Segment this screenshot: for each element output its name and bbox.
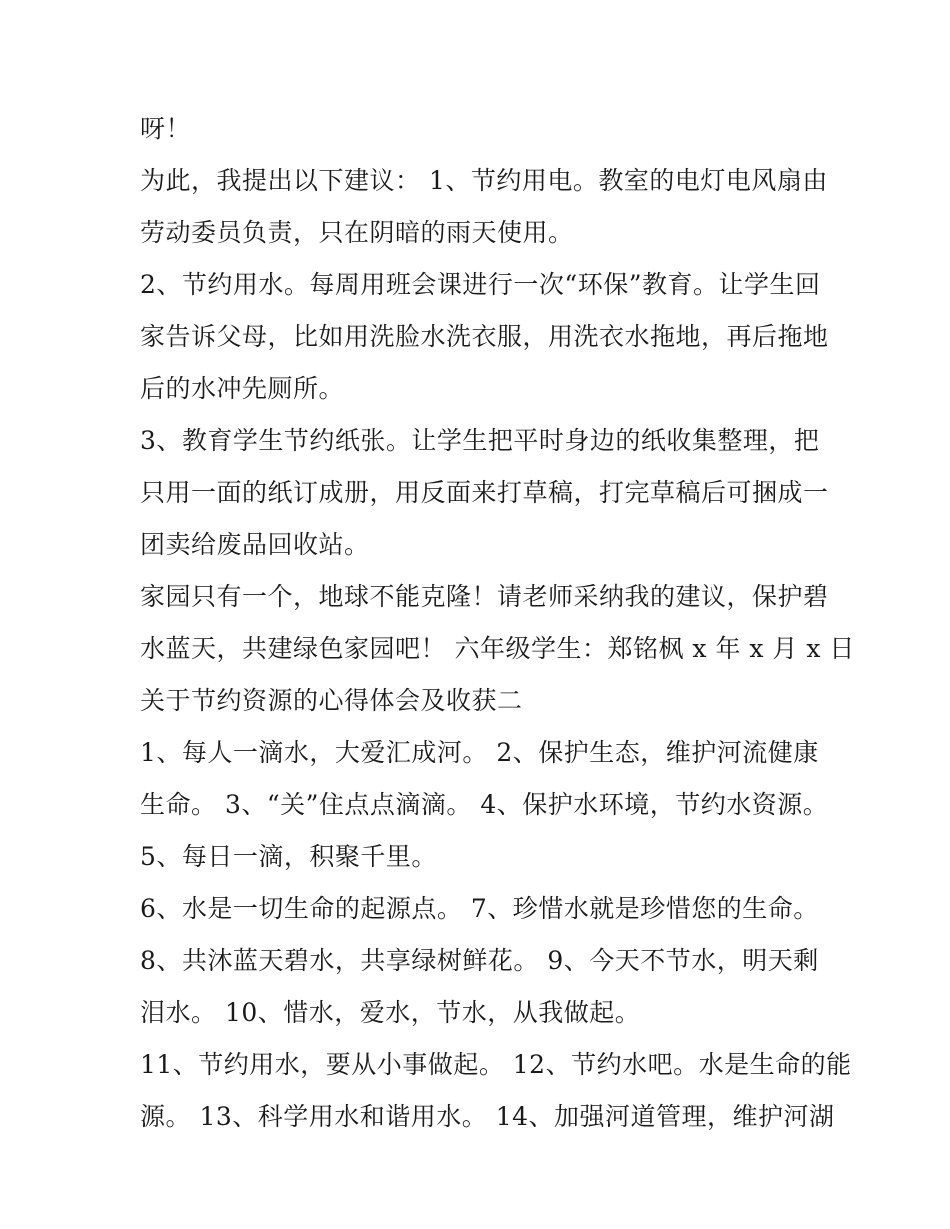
document-body (140, 103, 855, 1143)
text-line: 2、节约用水。每周用班会课进行一次“环保”教育。让学生回 (140, 270, 821, 299)
text-line: 呀！ (140, 114, 192, 143)
text-line: 8、共沐蓝天碧水，共享绿树鲜花。 9、今天不节水，明天剩 (140, 946, 819, 975)
text-line: 后的水冲先厕所。 (140, 374, 345, 403)
text-line: 水蓝天，共建绿色家园吧！ 六年级学生：郑铭枫 x 年 x 月 x 日 (140, 634, 855, 663)
text-line: 泪水。 10、惜水，爱水，节水，从我做起。 (140, 998, 641, 1027)
section-heading: 关于节约资源的心得体会及收获二 (140, 686, 523, 715)
text-line: 1、每人一滴水，大爱汇成河。 2、保护生态，维护河流健康 (140, 738, 819, 767)
text-line: 源。 13、科学用水和谐用水。 14、加强河道管理，维护河湖 (140, 1102, 835, 1131)
text-line: 生命。 3、“关”住点点滴滴。 4、保护水环境，节约水资源。 (140, 790, 829, 819)
text-line: 劳动委员负责，只在阴暗的雨天使用。 (140, 218, 574, 247)
text-line: 家园只有一个，地球不能克隆！请老师采纳我的建议，保护碧 (140, 582, 829, 611)
text-line: 团卖给废品回收站。 (140, 530, 370, 559)
text-line: 11、节约用水，要从小事做起。 12、节约水吧。水是生命的能 (140, 1050, 852, 1079)
text-line: 家告诉父母，比如用洗脸水洗衣服，用洗衣水拖地，再后拖地 (140, 322, 829, 351)
text-line: 3、教育学生节约纸张。让学生把平时身边的纸收集整理，把 (140, 426, 820, 455)
text-line: 为此，我提出以下建议： 1、节约用电。教室的电灯电风扇由 (140, 166, 828, 195)
text-line: 只用一面的纸订成册，用反面来打草稿，打完草稿后可捆成一 (140, 478, 829, 507)
text-line: 6、水是一切生命的起源点。 7、珍惜水就是珍惜您的生命。 (140, 894, 819, 923)
text-line: 5、每日一滴，积聚千里。 (140, 842, 437, 871)
